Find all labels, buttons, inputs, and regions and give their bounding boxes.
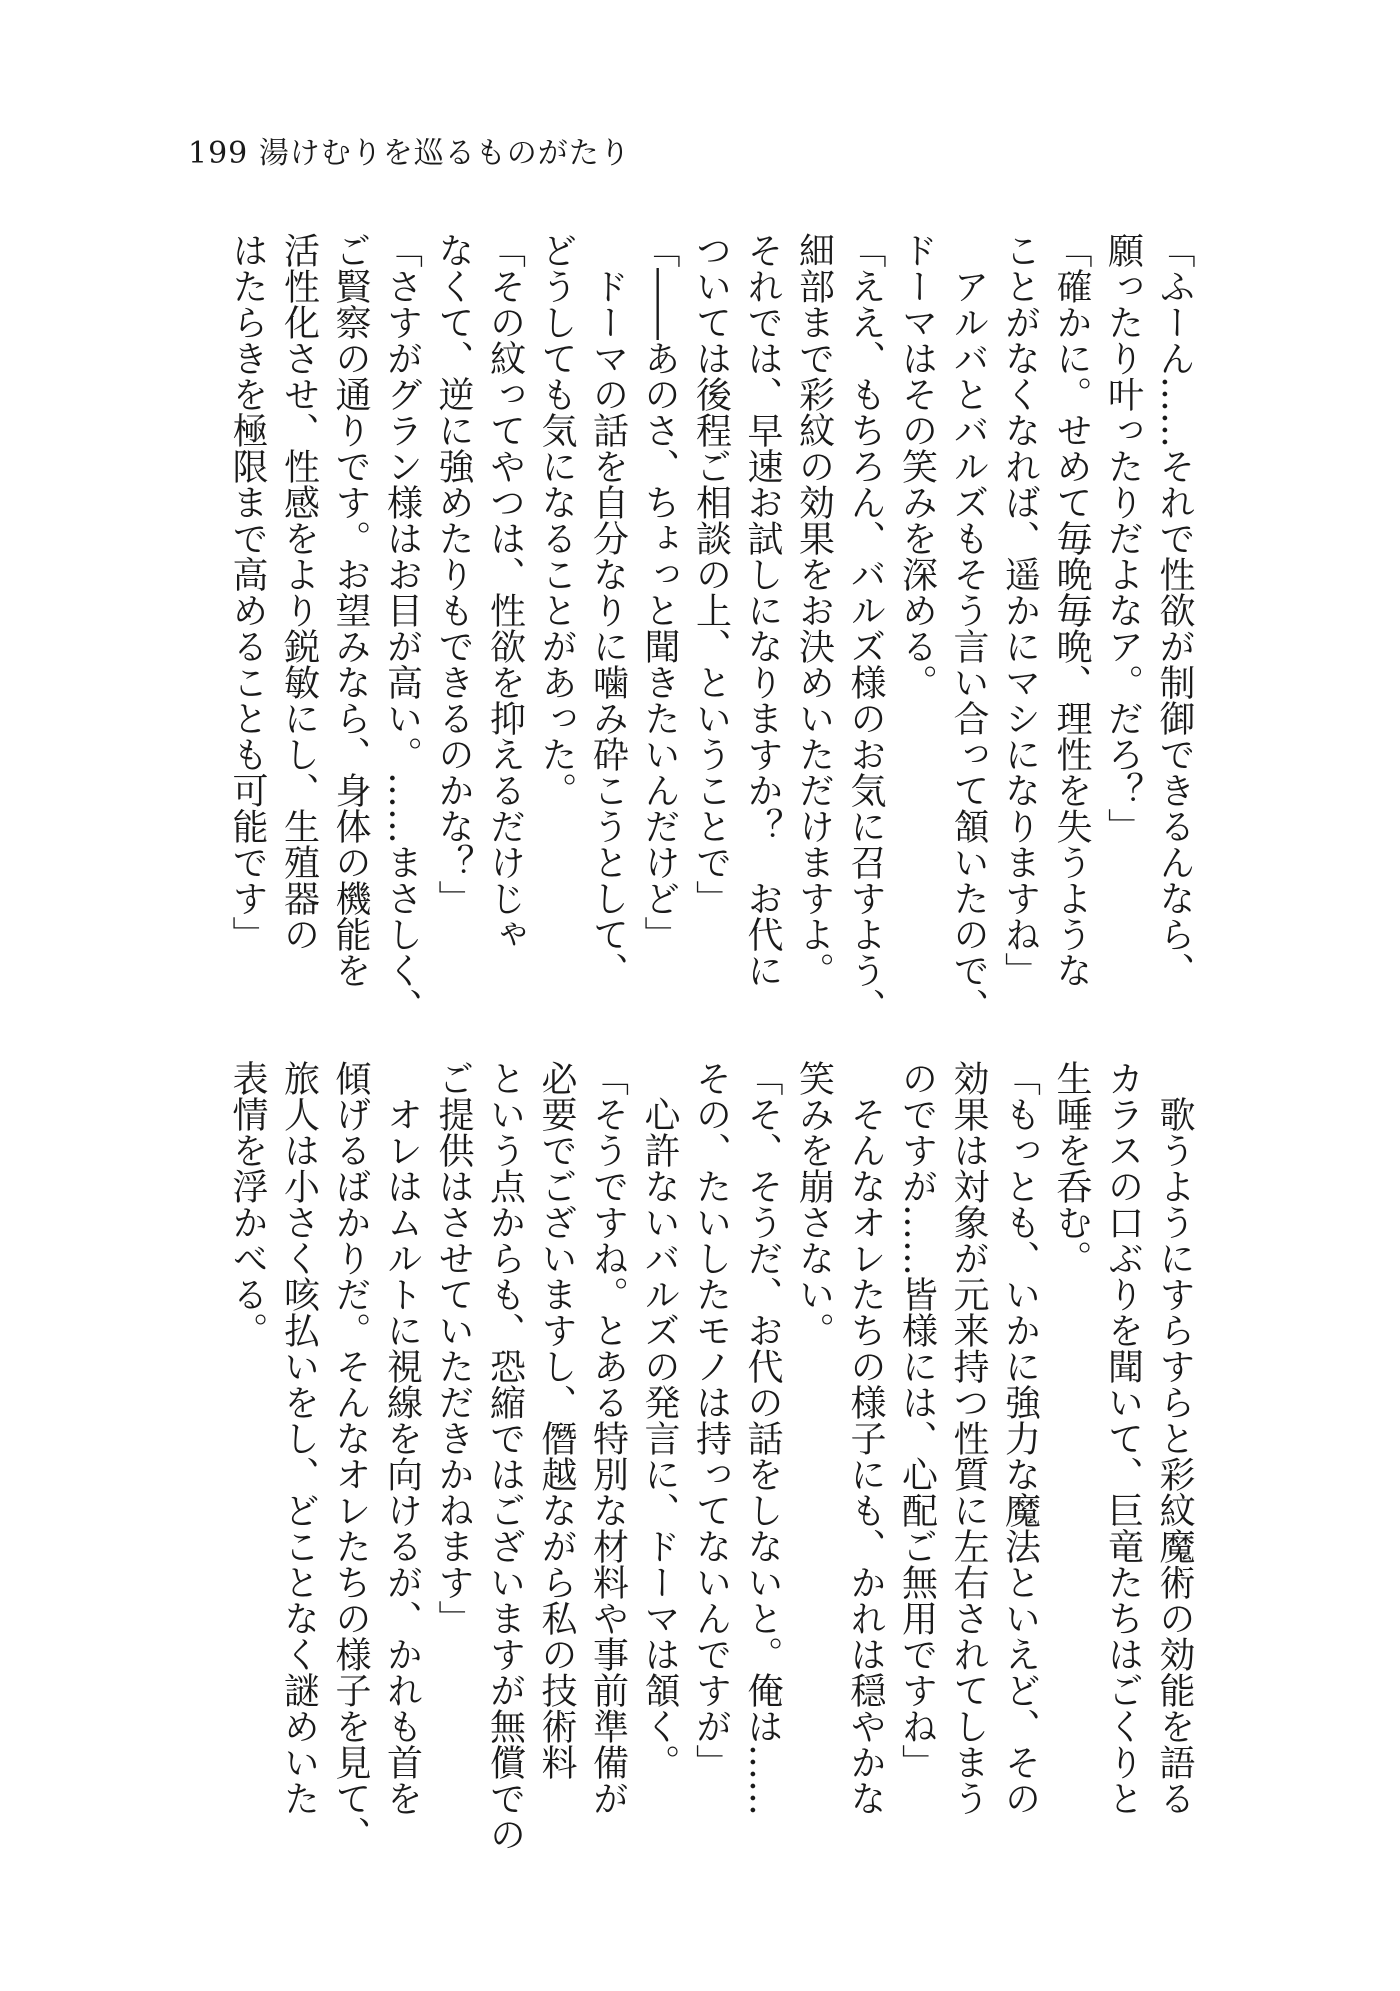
text-line: 活性化させ、性感をより鋭敏にし、生殖器の: [278, 232, 320, 952]
text-line: ことがなくなれば、遥かにマシになりますね」: [999, 232, 1041, 988]
text-line: 歌うようにすらすらと彩紋魔術の効能を語る: [1154, 1060, 1195, 1816]
text-line: なくて、逆に強めたりもできるのかな？」: [433, 232, 474, 916]
text-line: 「ええ、もちろん、バルズ様のお気に召すよう、: [845, 232, 886, 1024]
text-line: アルバとバルズもそう言い合って頷いたので、: [948, 232, 989, 1024]
text-line: はたらきを極限まで高めることも可能です」: [227, 232, 268, 952]
text-line: 「――あのさ、ちょっと聞きたいんだけど」: [639, 232, 680, 952]
text-line: その、たいしたモノは持ってないんですが」: [690, 1060, 732, 1780]
text-line: 効果は対象が元来持つ性質に左右されてしまう: [948, 1060, 989, 1816]
text-line: 「そ、そうだ、お代の話をしないと。俺は……: [742, 1060, 783, 1816]
text-line: 「ふーん……それで性欲が制御できるんなら、: [1154, 232, 1195, 988]
text-line: ご提供はさせていただきかねます」: [433, 1060, 474, 1636]
text-line: ご賢察の通りです。お望みなら、身体の機能を: [330, 232, 371, 988]
text-block-top: [222, 232, 1201, 1024]
text-line: そんなオレたちの様子にも、かれは穏やかな: [845, 1060, 886, 1816]
text-line: 細部まで彩紋の効果をお決めいただけますよ。: [793, 232, 835, 988]
text-line: ドーマの話を自分なりに噛み砕こうとして、: [587, 232, 629, 988]
text-line: 生唾を呑む。: [1051, 1060, 1092, 1276]
text-line: どうしても気になることがあった。: [536, 232, 577, 808]
text-line: それでは、早速お試しになりますか？ お代に: [742, 232, 783, 988]
text-line: 笑みを崩さない。: [793, 1060, 835, 1348]
text-line: のですが……皆様には、心配ご無用ですね」: [896, 1060, 938, 1780]
text-line: 「さすがグラン様はお目が高い。……まさしく、: [381, 232, 423, 1024]
page-number: 199: [188, 136, 249, 171]
text-line: 「その紋ってやつは、性欲を抑えるだけじゃ: [484, 232, 526, 952]
text-block-bottom: [222, 1060, 1201, 1852]
text-line: 心許ないバルズの発言に、ドーマは頷く。: [639, 1060, 680, 1780]
text-line: オレはムルトに視線を向けるが、かれも首を: [381, 1060, 423, 1816]
text-line: 「もっとも、いかに強力な魔法といえど、その: [999, 1060, 1041, 1816]
text-line: 旅人は小さく咳払いをし、どことなく謎めいた: [278, 1060, 320, 1816]
page-header: [188, 128, 631, 172]
chapter-title: 湯けむりを巡るものがたり: [258, 136, 631, 171]
text-line: ドーマはその笑みを深める。: [896, 232, 938, 700]
text-line: カラスの口ぶりを聞いて、巨竜たちはごくりと: [1102, 1060, 1144, 1816]
text-line: 表情を浮かべる。: [227, 1060, 268, 1348]
text-line: 「そうですね。とある特別な材料や事前準備が: [587, 1060, 629, 1816]
text-line: 傾げるばかりだ。そんなオレたちの様子を見て、: [330, 1060, 371, 1852]
text-line: 「確かに。せめて毎晩毎晩、理性を失うような: [1051, 232, 1092, 988]
text-line: 必要でございますし、僭越ながら私の技術料: [536, 1060, 577, 1780]
text-line: ついては後程ご相談の上、ということで」: [690, 232, 732, 916]
text-line: という点からも、恐縮ではございますが無償での: [484, 1060, 526, 1852]
text-line: 願ったり叶ったりだよなア。だろ？」: [1102, 232, 1144, 844]
